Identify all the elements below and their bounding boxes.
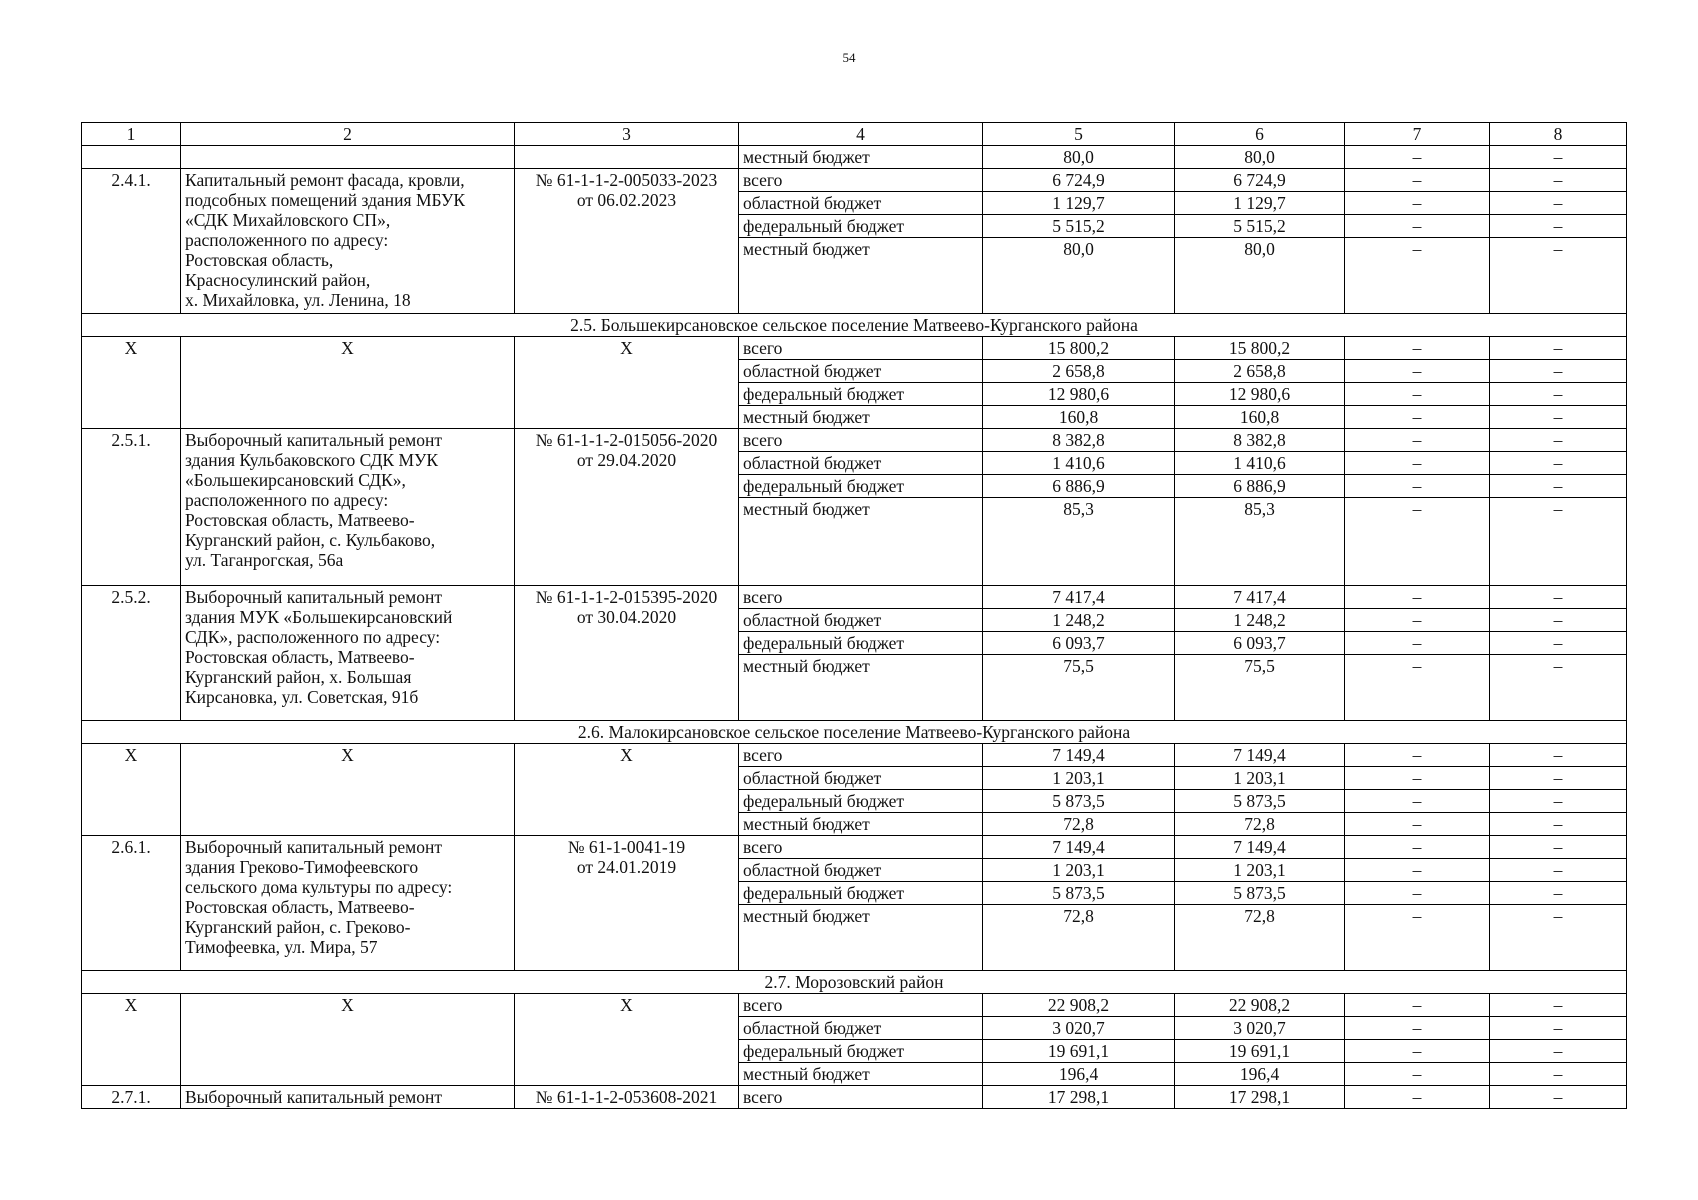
value-col8: – [1490,1086,1627,1109]
value-col7: – [1345,215,1490,238]
value-col7: – [1345,1017,1490,1040]
amount-col6: 196,4 [1175,1063,1345,1086]
value-col8: – [1490,655,1627,721]
amount-col6: 7 417,4 [1175,586,1345,609]
value-col8: – [1490,192,1627,215]
funding-source: местный бюджет [739,905,983,971]
funding-source: федеральный бюджет [739,1040,983,1063]
amount-col6: 3 020,7 [1175,1017,1345,1040]
amount-col6: 1 203,1 [1175,767,1345,790]
item-number: 2.6.1. [82,836,181,971]
item-description [181,337,515,429]
item-document [515,836,739,971]
funding-source: всего [739,994,983,1017]
value-col8: – [1490,882,1627,905]
item-number: 2.5.1. [82,429,181,586]
item-document [515,429,739,586]
funding-source: местный бюджет [739,813,983,836]
document-line: № 61-1-1-2-015395-2020 [535,587,718,607]
document-line: № 61-1-0041-19 [567,837,686,857]
document-line: от 30.04.2020 [576,607,677,627]
document-line: Х [620,995,633,1015]
value-col8: – [1490,452,1627,475]
amount-col6: 7 149,4 [1175,744,1345,767]
value-col7: – [1345,429,1490,452]
funding-source: всего [739,429,983,452]
item-document [515,169,739,314]
funding-source: федеральный бюджет [739,790,983,813]
funding-source: местный бюджет [739,238,983,314]
funding-source: областной бюджет [739,609,983,632]
column-header-5: 5 [983,123,1175,146]
description-line: «Большекирсановский СДК», [185,470,406,490]
amount-col6: 1 203,1 [1175,859,1345,882]
value-col7: – [1345,859,1490,882]
item-description [181,744,515,836]
cell-col6: 80,0 [1175,146,1345,169]
funding-source: всего [739,744,983,767]
value-col8: – [1490,744,1627,767]
value-col7: – [1345,655,1490,721]
item-description [181,994,515,1086]
value-col7: – [1345,994,1490,1017]
amount-col6: 12 980,6 [1175,383,1345,406]
item-number: Х [82,744,181,836]
description-line: Ростовская область, Матвеево- [185,647,415,667]
value-col7: – [1345,192,1490,215]
amount-col5: 80,0 [983,238,1175,314]
funding-source: всего [739,337,983,360]
amount-col5: 1 129,7 [983,192,1175,215]
value-col8: – [1490,498,1627,586]
cell-description [181,146,515,169]
amount-col5: 6 886,9 [983,475,1175,498]
amount-col5: 19 691,1 [983,1040,1175,1063]
amount-col5: 85,3 [983,498,1175,586]
cell-number [82,146,181,169]
item-document [515,586,739,721]
amount-col5: 6 093,7 [983,632,1175,655]
description-line: сельского дома культуры по адресу: [185,877,453,897]
table-row [82,1086,1627,1109]
funding-source: всего [739,1086,983,1109]
value-col7: – [1345,238,1490,314]
value-col8: – [1490,475,1627,498]
amount-col6: 1 410,6 [1175,452,1345,475]
description-line: Курганский район, х. Большая [185,667,412,687]
amount-col5: 196,4 [983,1063,1175,1086]
item-description [181,836,515,971]
description-line: Х [341,995,354,1015]
budget-table [81,122,1627,1109]
column-header-4: 4 [739,123,983,146]
value-col7: – [1345,836,1490,859]
value-col7: – [1345,360,1490,383]
description-line: здания Греково-Тимофеевского [185,857,419,877]
item-number: 2.4.1. [82,169,181,314]
document-line: № 61-1-1-2-005033-2023 [535,170,718,190]
amount-col5: 160,8 [983,406,1175,429]
amount-col5: 1 203,1 [983,859,1175,882]
amount-col5: 3 020,7 [983,1017,1175,1040]
table-row [82,146,1627,169]
description-line: ул. Таганрогская, 56а [185,550,344,570]
value-col8: – [1490,767,1627,790]
funding-source: федеральный бюджет [739,882,983,905]
value-col7: – [1345,475,1490,498]
item-document [515,1086,739,1109]
value-col8: – [1490,632,1627,655]
description-line: Тимофеевка, ул. Мира, 57 [185,937,378,957]
amount-col5: 1 410,6 [983,452,1175,475]
description-line: Выборочный капитальный ремонт [185,1087,443,1107]
item-number: 2.7.1. [82,1086,181,1109]
amount-col6: 5 515,2 [1175,215,1345,238]
description-line: Выборочный капитальный ремонт [185,837,443,857]
funding-source: федеральный бюджет [739,383,983,406]
amount-col6: 1 129,7 [1175,192,1345,215]
column-header-8: 8 [1490,123,1627,146]
description-line: Курганский район, с. Кульбаково, [185,530,436,550]
amount-col5: 75,5 [983,655,1175,721]
amount-col6: 5 873,5 [1175,790,1345,813]
funding-source: федеральный бюджет [739,475,983,498]
value-col8: – [1490,609,1627,632]
amount-col5: 1 248,2 [983,609,1175,632]
funding-source: федеральный бюджет [739,215,983,238]
description-line: здания Кульбаковского СДК МУК [185,450,439,470]
item-number: Х [82,337,181,429]
description-line: СДК», расположенного по адресу: [185,627,441,647]
column-header-3: 3 [515,123,739,146]
section-title: 2.6. Малокирсановское сельское поселение Матвеево-Курганского района [82,721,1627,744]
amount-col6: 6 886,9 [1175,475,1345,498]
value-col7: – [1345,383,1490,406]
cell-col7: – [1345,146,1490,169]
table-row [82,337,1627,360]
description-line: Ростовская область, Матвеево- [185,510,415,530]
table-row [82,429,1627,452]
amount-col6: 72,8 [1175,813,1345,836]
value-col7: – [1345,498,1490,586]
document-line: от 06.02.2023 [576,190,677,210]
value-col8: – [1490,790,1627,813]
item-document [515,744,739,836]
value-col7: – [1345,882,1490,905]
funding-source: областной бюджет [739,360,983,383]
value-col7: – [1345,609,1490,632]
funding-source: федеральный бюджет [739,632,983,655]
funding-source: местный бюджет [739,498,983,586]
funding-source: областной бюджет [739,1017,983,1040]
value-col7: – [1345,1063,1490,1086]
amount-col5: 7 149,4 [983,836,1175,859]
document-line: от 29.04.2020 [576,450,677,470]
amount-col6: 80,0 [1175,238,1345,314]
description-line: Х [341,338,354,358]
amount-col5: 12 980,6 [983,383,1175,406]
table-row [82,586,1627,609]
amount-col5: 2 658,8 [983,360,1175,383]
value-col8: – [1490,905,1627,971]
item-description [181,1086,515,1109]
funding-source: всего [739,836,983,859]
amount-col6: 160,8 [1175,406,1345,429]
document-line: № 61-1-1-2-015056-2020 [535,430,718,450]
value-col8: – [1490,994,1627,1017]
value-col8: – [1490,215,1627,238]
funding-source: областной бюджет [739,767,983,790]
amount-col5: 7 417,4 [983,586,1175,609]
amount-col6: 15 800,2 [1175,337,1345,360]
value-col8: – [1490,337,1627,360]
description-line: Х [341,745,354,765]
description-line: Выборочный капитальный ремонт [185,587,443,607]
value-col8: – [1490,406,1627,429]
amount-col6: 6 093,7 [1175,632,1345,655]
item-description [181,169,515,314]
description-line: Выборочный капитальный ремонт [185,430,443,450]
cell-source: местный бюджет [739,146,983,169]
document-line: Х [620,745,633,765]
document-line: от 24.01.2019 [576,857,677,877]
value-col7: – [1345,169,1490,192]
value-col8: – [1490,813,1627,836]
value-col8: – [1490,1063,1627,1086]
funding-source: местный бюджет [739,406,983,429]
column-header-1: 1 [82,123,181,146]
value-col7: – [1345,337,1490,360]
funding-source: местный бюджет [739,655,983,721]
cell-col8: – [1490,146,1627,169]
value-col8: – [1490,429,1627,452]
value-col7: – [1345,767,1490,790]
amount-col5: 22 908,2 [983,994,1175,1017]
amount-col6: 72,8 [1175,905,1345,971]
item-document [515,337,739,429]
amount-col5: 6 724,9 [983,169,1175,192]
amount-col6: 1 248,2 [1175,609,1345,632]
amount-col6: 75,5 [1175,655,1345,721]
value-col8: – [1490,238,1627,314]
column-header-2: 2 [181,123,515,146]
amount-col6: 17 298,1 [1175,1086,1345,1109]
funding-source: областной бюджет [739,452,983,475]
amount-col6: 5 873,5 [1175,882,1345,905]
amount-col6: 2 658,8 [1175,360,1345,383]
funding-source: всего [739,586,983,609]
amount-col6: 6 724,9 [1175,169,1345,192]
amount-col5: 7 149,4 [983,744,1175,767]
amount-col5: 17 298,1 [983,1086,1175,1109]
table-row [82,836,1627,859]
table-row [82,744,1627,767]
document-line: Х [620,338,633,358]
amount-col5: 72,8 [983,905,1175,971]
value-col8: – [1490,383,1627,406]
value-col7: – [1345,406,1490,429]
value-col7: – [1345,744,1490,767]
description-line: Красносулинский район, [185,270,371,290]
value-col7: – [1345,790,1490,813]
column-header-6: 6 [1175,123,1345,146]
amount-col6: 85,3 [1175,498,1345,586]
description-line: здания МУК «Большекирсановский [185,607,453,627]
amount-col6: 22 908,2 [1175,994,1345,1017]
cell-document [515,146,739,169]
amount-col6: 19 691,1 [1175,1040,1345,1063]
description-line: «СДК Михайловского СП», [185,210,391,230]
funding-source: местный бюджет [739,1063,983,1086]
value-col7: – [1345,586,1490,609]
description-line: расположенного по адресу: [185,230,389,250]
amount-col5: 15 800,2 [983,337,1175,360]
amount-col5: 72,8 [983,813,1175,836]
value-col8: – [1490,859,1627,882]
section-title: 2.7. Морозовский район [82,971,1627,994]
item-number: Х [82,994,181,1086]
section-row [82,971,1627,994]
value-col8: – [1490,1040,1627,1063]
amount-col5: 5 873,5 [983,790,1175,813]
table-row [82,169,1627,192]
funding-source: областной бюджет [739,192,983,215]
value-col7: – [1345,1040,1490,1063]
amount-col5: 8 382,8 [983,429,1175,452]
cell-col5: 80,0 [983,146,1175,169]
value-col8: – [1490,169,1627,192]
value-col8: – [1490,360,1627,383]
amount-col6: 7 149,4 [1175,836,1345,859]
description-line: подсобных помещений здания МБУК [185,190,465,210]
amount-col5: 5 515,2 [983,215,1175,238]
description-line: расположенного по адресу: [185,490,389,510]
description-line: Курганский район, с. Греково- [185,917,411,937]
amount-col6: 8 382,8 [1175,429,1345,452]
page-number: 54 [842,50,856,65]
description-line: Кирсановка, ул. Советская, 91б [185,687,419,707]
value-col8: – [1490,1017,1627,1040]
value-col7: – [1345,813,1490,836]
header-row [82,123,1627,146]
item-document [515,994,739,1086]
amount-col5: 1 203,1 [983,767,1175,790]
description-line: х. Михайловка, ул. Ленина, 18 [185,290,411,310]
item-description [181,586,515,721]
value-col8: – [1490,836,1627,859]
amount-col5: 5 873,5 [983,882,1175,905]
value-col7: – [1345,632,1490,655]
item-number: 2.5.2. [82,586,181,721]
value-col7: – [1345,1086,1490,1109]
description-line: Капитальный ремонт фасада, кровли, [185,170,465,190]
table-row [82,994,1627,1017]
column-header-7: 7 [1345,123,1490,146]
section-row [82,314,1627,337]
value-col8: – [1490,586,1627,609]
description-line: Ростовская область, [185,250,334,270]
value-col7: – [1345,452,1490,475]
item-description [181,429,515,586]
funding-source: всего [739,169,983,192]
value-col7: – [1345,905,1490,971]
section-row [82,721,1627,744]
document-line: № 61-1-1-2-053608-2021 [535,1087,718,1107]
funding-source: областной бюджет [739,859,983,882]
description-line: Ростовская область, Матвеево- [185,897,415,917]
section-title: 2.5. Большекирсановское сельское поселение Матвеево-Курганского района [82,314,1627,337]
